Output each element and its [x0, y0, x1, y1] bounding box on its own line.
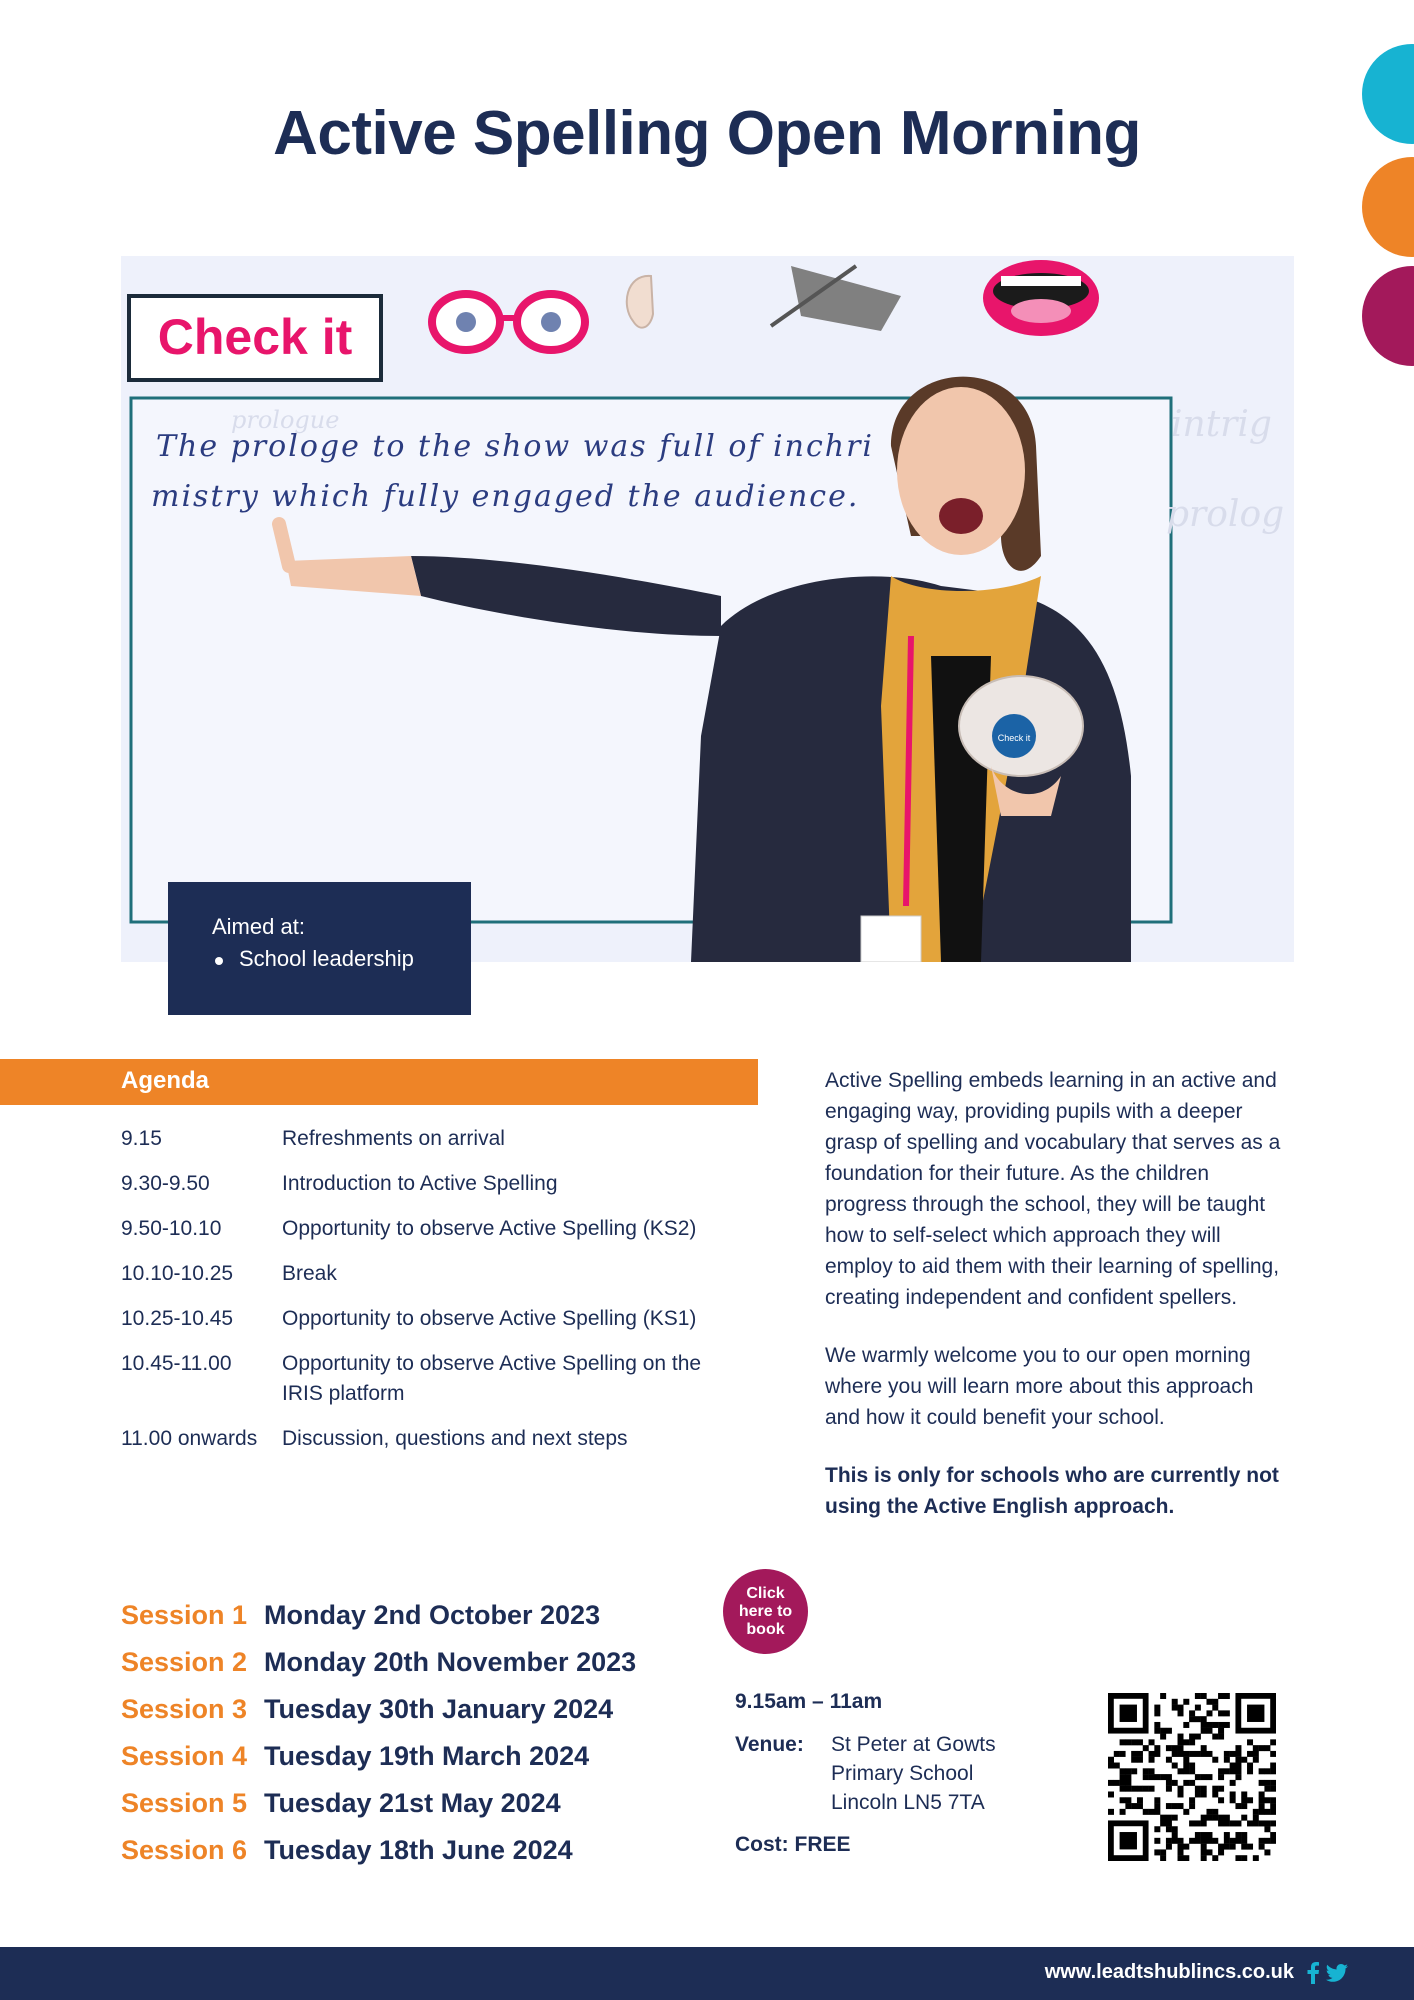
- agenda-row: [121, 1259, 741, 1289]
- svg-text:prologue: prologue: [231, 406, 340, 434]
- aimed-at-item: School leadership: [212, 946, 471, 972]
- session-date: Tuesday 19th March 2024: [264, 1741, 590, 1771]
- description-paragraph: Active Spelling embeds learning in an active and engaging way, providing pupils with a deeper grasp of spelling and vocabulary that serves as a foundation for their future. As the children progress through the school, they will be taught how to self-select which approach they will employ to aid them with their learning of spelling, creating independent and confident spellers.: [825, 1069, 1281, 1309]
- agenda-row: [121, 1124, 741, 1154]
- event-cost: Cost: FREE: [735, 1833, 851, 1856]
- venue-address: [831, 1730, 996, 1817]
- session-label: Session 1: [121, 1600, 248, 1630]
- agenda-row: [121, 1349, 741, 1409]
- disc-label: Check it: [997, 733, 1031, 743]
- agenda-time: 9.30-9.50: [121, 1172, 210, 1195]
- session-date: Tuesday 30th January 2024: [264, 1694, 614, 1724]
- session-date: Tuesday 21st May 2024: [264, 1788, 561, 1818]
- session-list: [121, 1592, 701, 1874]
- session-row: [121, 1686, 701, 1733]
- agenda-list: [121, 1124, 741, 1469]
- decorative-circle-maroon: [1362, 266, 1414, 366]
- agenda-desc: Discussion, questions and next steps: [282, 1427, 628, 1450]
- session-date: Monday 2nd October 2023: [264, 1600, 601, 1630]
- board-text-line-2: mistry which fully engaged the audience.: [151, 479, 860, 514]
- venue-line: Primary School: [831, 1762, 974, 1785]
- venue-line: St Peter at Gowts: [831, 1733, 996, 1756]
- svg-text:prolog: prolog: [1166, 494, 1285, 535]
- venue-line: Lincoln LN5 7TA: [831, 1791, 985, 1814]
- mouth-icon: [983, 260, 1099, 336]
- session-label: Session 2: [121, 1647, 248, 1677]
- qr-code[interactable]: [1108, 1693, 1276, 1861]
- description-note: This is only for schools who are currently not using the Active English approach.: [825, 1464, 1279, 1518]
- session-row: [121, 1780, 701, 1827]
- facebook-icon[interactable]: [1306, 1962, 1320, 1984]
- description-paragraph: We warmly welcome you to our open morning where you will learn more about this approach and how it could benefit your school.: [825, 1344, 1254, 1429]
- session-label: Session 3: [121, 1694, 248, 1724]
- venue-label: Venue:: [735, 1733, 804, 1756]
- agenda-desc: Opportunity to observe Active Spelling (KS1): [282, 1307, 697, 1330]
- session-date: Tuesday 18th June 2024: [264, 1835, 573, 1865]
- agenda-time: 10.45-11.00: [121, 1352, 232, 1375]
- agenda-time: 9.50-10.10: [121, 1217, 222, 1240]
- agenda-time: 10.10-10.25: [121, 1262, 234, 1285]
- agenda-desc: Opportunity to observe Active Spelling (KS2): [282, 1217, 697, 1240]
- session-row: [121, 1733, 701, 1780]
- event-details: [735, 1690, 1065, 1857]
- session-row: [121, 1639, 701, 1686]
- session-row: [121, 1827, 701, 1874]
- description: [825, 1065, 1285, 1549]
- agenda-desc: Break: [282, 1262, 337, 1285]
- twitter-icon[interactable]: [1326, 1964, 1348, 1982]
- svg-text:intrig: intrig: [1171, 404, 1272, 445]
- board-text-line-1: The prologe to the show was full of inchri: [156, 429, 875, 464]
- page-title: Active Spelling Open Morning: [273, 99, 1141, 168]
- agenda-heading: Agenda: [0, 1059, 758, 1105]
- aimed-at-label: Aimed at:: [212, 914, 305, 939]
- session-date: Monday 20th November 2023: [264, 1647, 637, 1677]
- event-time: 9.15am – 11am: [735, 1690, 883, 1713]
- agenda-row: [121, 1424, 741, 1454]
- session-row: [121, 1592, 701, 1639]
- agenda-desc: Opportunity to observe Active Spelling on the IRIS platform: [282, 1352, 702, 1405]
- website-link[interactable]: www.leadtshublincs.co.uk: [1044, 1961, 1294, 1983]
- venue: [735, 1730, 1065, 1817]
- hero-photo: [121, 256, 1294, 962]
- session-label: Session 4: [121, 1741, 248, 1771]
- agenda-desc: Introduction to Active Spelling: [282, 1172, 558, 1195]
- board-label: Check it: [157, 309, 353, 365]
- agenda-time: 10.25-10.45: [121, 1307, 234, 1330]
- session-label: Session 5: [121, 1788, 248, 1818]
- agenda-row: [121, 1304, 741, 1334]
- agenda-row: [121, 1214, 741, 1244]
- session-label: Session 6: [121, 1835, 248, 1865]
- agenda-time: 11.00 onwards: [121, 1427, 258, 1450]
- aimed-at-box: [168, 882, 471, 1015]
- decorative-circle-orange: [1362, 157, 1414, 257]
- agenda-row: [121, 1169, 741, 1199]
- book-button[interactable]: Click here to book: [723, 1569, 808, 1654]
- agenda-time: 9.15: [121, 1127, 162, 1150]
- agenda-desc: Refreshments on arrival: [282, 1127, 505, 1150]
- footer: [0, 1947, 1414, 2000]
